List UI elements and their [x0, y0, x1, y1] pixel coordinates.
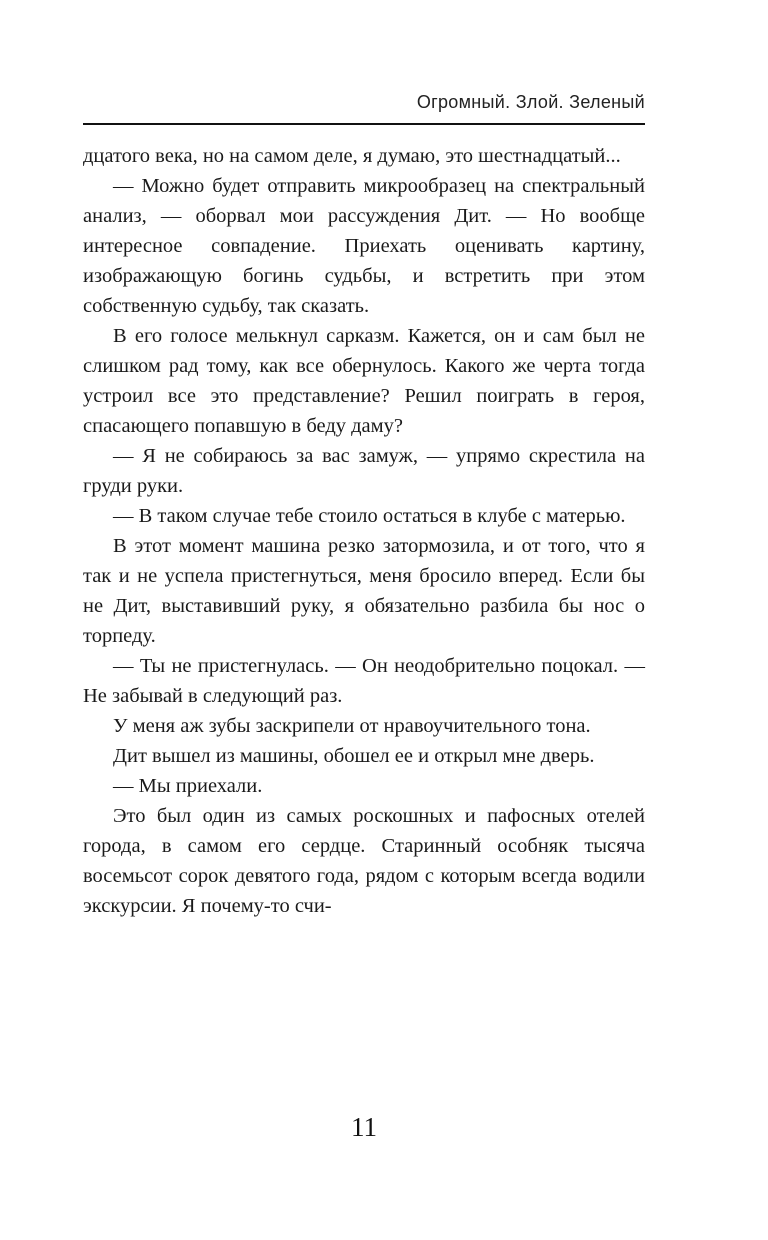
page-number: 11	[351, 1112, 377, 1142]
paragraph: — Мы приехали.	[113, 775, 263, 797]
paragraph: дцатого века, но на самом деле, я думаю, это шестнадцатый...	[83, 145, 621, 167]
paragraph: Дит вышел из машины, обошел ее и открыл мне дверь.	[113, 745, 595, 767]
header-rule	[83, 123, 645, 125]
paragraph: — Можно будет отправить микрообразец на спектральный анализ, — оборвал мои рассуждения Дит. — Но вообще интересное совпадение. Приехать оценивать картину, изображающую богинь судьбы, и встретить при этом собственную судьбу, так сказать.	[83, 175, 645, 317]
paragraph: У меня аж зубы заскрипели от нравоучительного тона.	[113, 715, 591, 737]
paragraph: — Я не собираюсь за вас замуж, — упрямо скрестила на груди руки.	[83, 445, 645, 497]
paragraph: — В таком случае тебе стоило остаться в клубе с матерью.	[113, 505, 626, 527]
paragraph: — Ты не пристегнулась. — Он неодобрительно поцокал. — Не забывай в следующий раз.	[83, 655, 645, 707]
paragraph: В его голосе мелькнул сарказм. Кажется, он и сам был не слишком рад тому, как все обернулось. Какого же черта тогда устроил все это представление? Решил поиграть в героя, спасающего попавшую в беду даму?	[83, 325, 645, 437]
running-head: Огромный. Злой. Зеленый	[416, 92, 645, 112]
book-page	[83, 0, 645, 1240]
paragraph: В этот момент машина резко затормозила, и от того, что я так и не успела пристегнуться, меня бросило вперед. Если бы не Дит, выставивший руку, я обязательно разбила бы нос о торпеду.	[83, 535, 645, 647]
paragraph: Это был один из самых роскошных и пафосных отелей города, в самом его сердце. Старинный особняк тысяча восемьсот сорок девятого года, рядом с которым всегда водили экскурсии. Я почему-то счи-	[83, 805, 645, 917]
body-text	[83, 141, 645, 921]
